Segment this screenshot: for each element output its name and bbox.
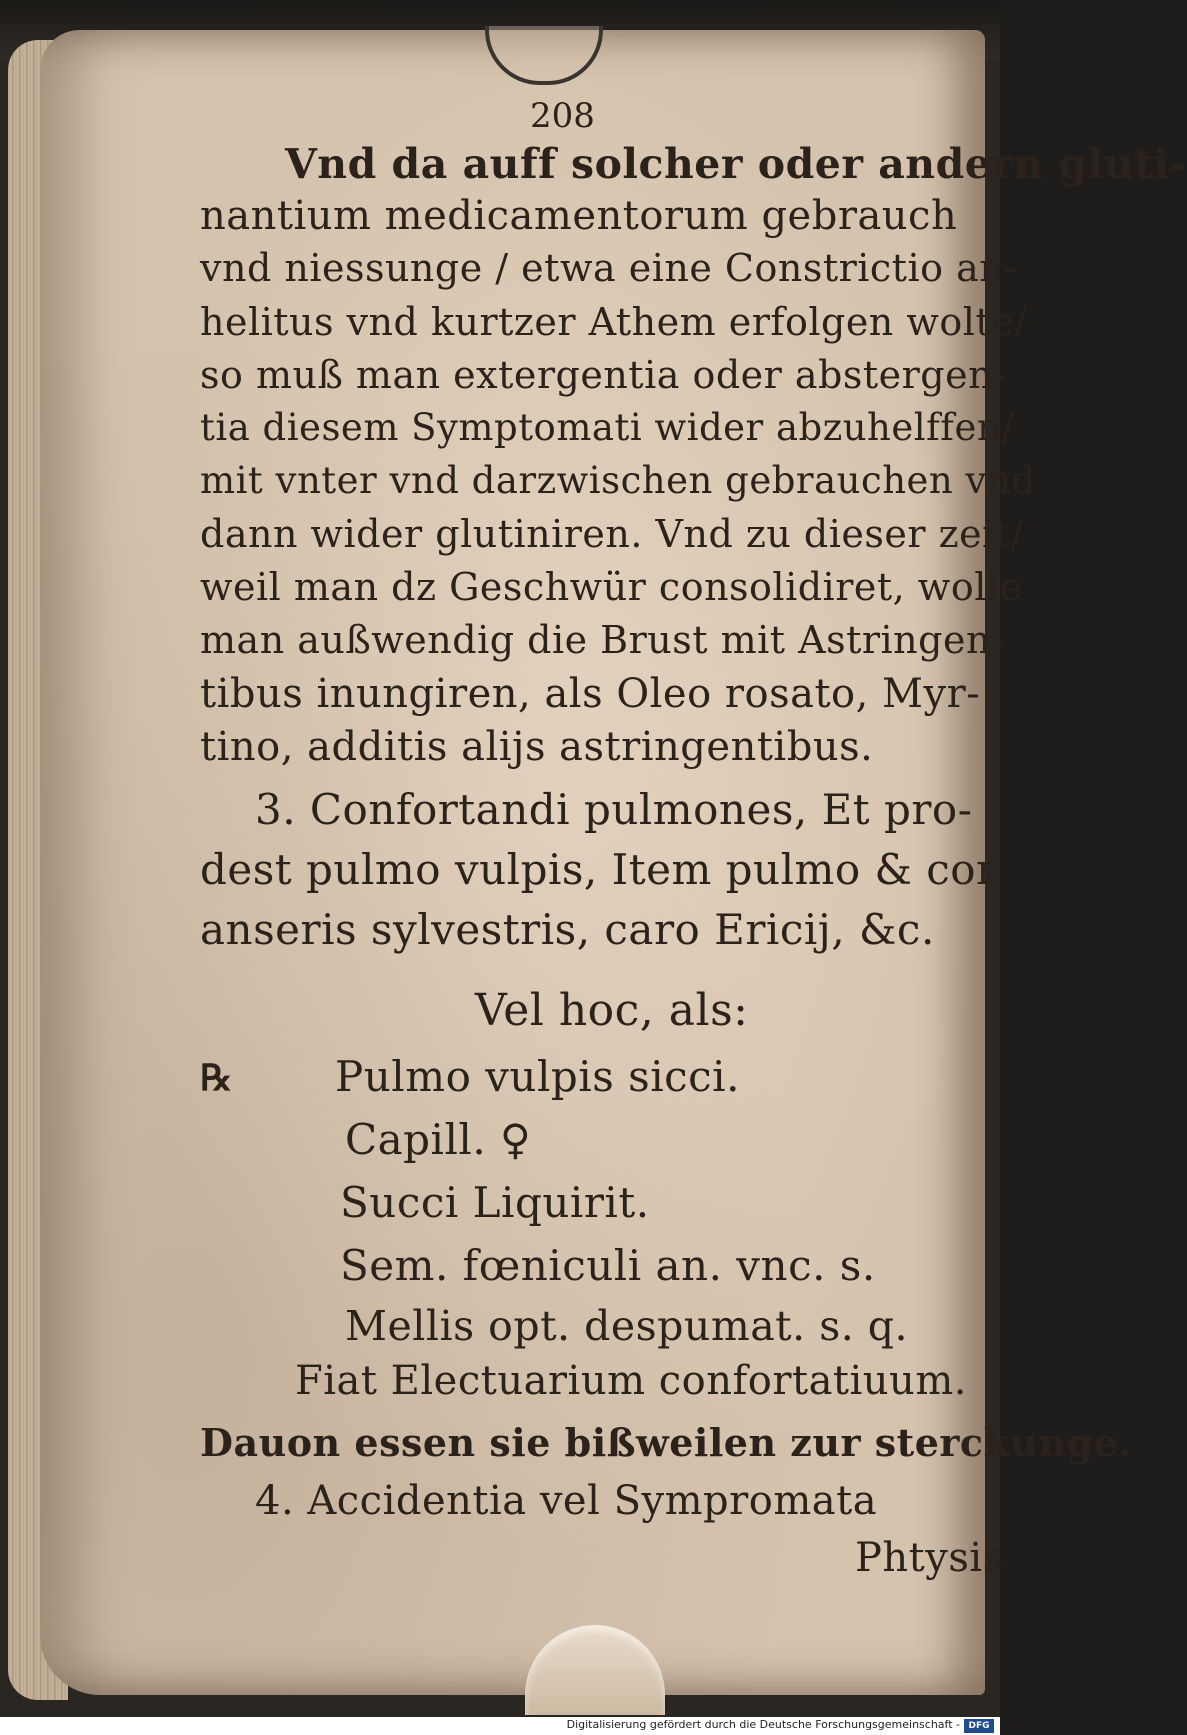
catchword: Phtysis bbox=[855, 1535, 1004, 1581]
recipe-symbol: ℞ bbox=[200, 1057, 233, 1099]
text-line: dann wider glutiniren. Vnd zu dieser zeit/ bbox=[200, 512, 1024, 556]
text-line: tino, additis alijs astringentibus. bbox=[200, 724, 874, 770]
recipe-line: Pulmo vulpis sicci. bbox=[335, 1052, 740, 1101]
recipe-line: Sem. fœniculi an. vnc. s. bbox=[340, 1241, 876, 1290]
recipe-line: Succi Liquirit. bbox=[340, 1178, 650, 1227]
text-line: anseris sylvestris, caro Ericij, &c. bbox=[200, 905, 935, 954]
page-number: 208 bbox=[530, 96, 595, 136]
text-line: dest pulmo vulpis, Item pulmo & cor bbox=[200, 845, 997, 894]
text-line: tibus inungiren, als Oleo rosato, Myr- bbox=[200, 671, 981, 717]
digitization-credit: Digitalisierung gefördert durch die Deutsche Forschungsgemeinschaft - bbox=[566, 1718, 960, 1731]
text-line: 4. Accidentia vel Sympromata bbox=[255, 1478, 878, 1524]
text-line: helitus vnd kurtzer Athem erfolgen wolte/ bbox=[200, 300, 1028, 344]
text-line: 3. Confortandi pulmones, Et pro- bbox=[255, 785, 973, 834]
recipe-result: Fiat Electuarium confortatiuum. bbox=[295, 1358, 967, 1404]
text-line: tia diesem Symptomati wider abzuhelffen/ bbox=[200, 406, 1015, 449]
text-line: man außwendig die Brust mit Astringen- bbox=[200, 618, 1005, 662]
text-line: weil man dz Geschwür consolidiret, wolle bbox=[200, 565, 1023, 609]
recipe-line: Capill. ♀ bbox=[345, 1115, 532, 1164]
text-line: mit vnter vnd darzwischen gebrauchen vnd bbox=[200, 459, 1036, 502]
recipe-line: Mellis opt. despumat. s. q. bbox=[345, 1302, 909, 1350]
text-line: so muß man extergentia oder abstergen- bbox=[200, 353, 1007, 397]
recipe-heading: Vel hoc, als: bbox=[475, 985, 749, 1036]
text-line: Vnd da auff solcher oder andern gluti- bbox=[285, 140, 1187, 188]
text-line: nantium medicamentorum gebrauch bbox=[200, 193, 958, 239]
dfg-logo: DFG bbox=[964, 1719, 994, 1733]
text-line: Dauon essen sie bißweilen zur sterckunge. bbox=[200, 1420, 1133, 1465]
text-line: vnd niessunge / etwa eine Constrictio an- bbox=[200, 246, 1018, 290]
